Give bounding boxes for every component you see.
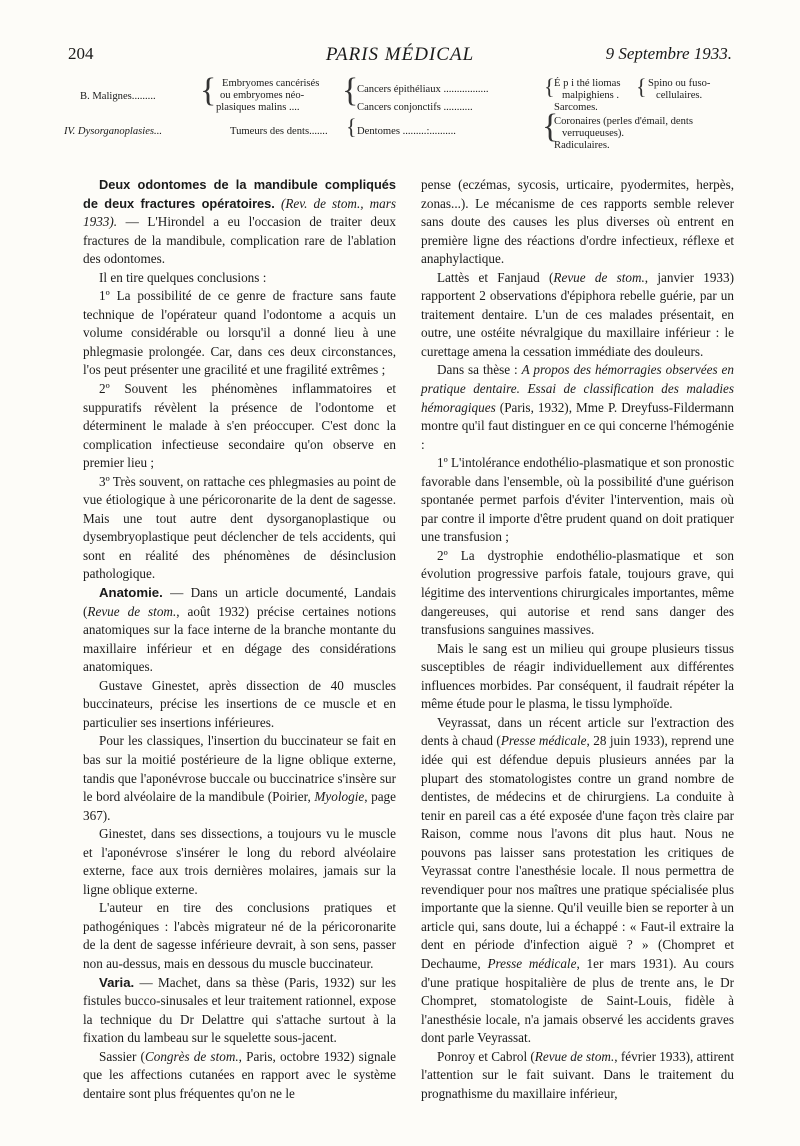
citation: Revue de stom. [534,1048,615,1064]
article-columns [83,176,735,1116]
paragraph [421,714,734,1048]
journal-title: PARIS MÉDICAL [325,44,475,65]
paragraph-text: , janvier 1933) rapportent 2 observations d'épiphora rebelle guérie, par un traitement dentaire. L'un de ces malades présentait, en outre, une ostéite névralgique du maxillaire inférieur : le curettage amena la cessation immédiate des douleurs. [421,269,734,359]
running-header [0,44,800,70]
paragraph: pense (eczémas, sycosis, urticaire, pyodermites, herpès, zonas...). Le mécanisme de ces rapports semble relever sans doute des causes les plus diverses où entrent en première ligne des réactions d'ordre infectieux, réflexe et anaphylactique. [421,177,734,267]
tumeurs-des-dents: Tumeurs des dents....... [230,126,328,137]
citation: Revue de stom. [87,603,177,619]
paragraph-text: — Dans un article documenté, Landais ( [83,585,396,619]
citation: Revue de stom. [553,269,645,285]
article-title: Deux odontomes de la mandibule compliqués de deux fractures opératoires. [83,177,396,211]
citation: A propos des hémorragies observées en pratique dentaire. Essai de classification des maladies hémoragiques [421,362,734,415]
section-heading: Anatomie. [99,585,163,601]
dentomes: Dentomes .........:.......... [357,126,456,137]
citation: Myologie [314,789,365,805]
brace: { [200,72,217,109]
paragraph: Ginestet, dans ses dissections, a toujours vu le muscle et l'aponévrose s'insérer le long du rebord alvéolaire externe, face aux trois dernières molaires, jamais sur la ligne oblique externe. [83,826,396,897]
paragraph: Gustave Ginestet, après dissection de 40 muscles buccinateurs, précise les insertions de ce muscle et en particulier ses insertions inférieures. [83,677,396,730]
paragraph: 1º La possibilité de ce genre de fracture sans faute technique de l'opérateur quand l'odontome a acquis un volume considérable ou lorsqu'il a donné lieu à une phlegmasie prolongée. Car, dans ces deux circonstances, l'os peut présenter une gracilité et une fragilité extrêmes ; [83,288,396,378]
paragraph-text: , page 367). [83,789,396,823]
sarcomes: Sarcomes. [554,102,598,113]
epitheliomas-line2: malpighiens . [562,90,620,101]
coronaires-line2: verruqueuses). [562,128,625,139]
article-reference: (Rev. de stom., mars 1933). [83,195,397,230]
paragraph [421,1048,734,1104]
spino-line1: Spino ou fuso- [648,78,711,89]
paragraph: 3º Très souvent, on rattache ces phlegmasies au point de vue étiologique à une péricoronarite de la dent de sagesse. Mais une tout autre dent dysorganoplastique ou dysembryoplastique peut déclencher de tels accidents, qui sont en réalité des phénomènes de désinclusion pathologique. [83,473,396,582]
citation: Presse médicale [500,733,587,749]
paragraph-text: (Paris, 1932), Mme P. Dreyfuss-Fildermann montre qu'il faut distinguer en ce qui concerne l'hémogénie : [421,399,734,452]
brace: { [544,74,555,99]
paragraph-text: Dans sa thèse : [437,362,522,378]
right-column [421,176,734,1103]
brace: { [636,74,647,99]
page-number: 204 [68,44,94,63]
citation: Presse médicale [487,955,577,971]
paragraph: L'auteur en tire des conclusions pratiques et pathogéniques : l'abcès migrateur né de la péricoronarite de la dent de sagesse inférieure devrait, à son sens, passer non au-dessus, mais en dessous du muscle buccinateur. [83,900,396,971]
epitheliomas-line1: É p i thé liomas [554,78,621,89]
iv-dysorganoplasies-label: IV. Dysorganoplasies... [64,126,162,137]
paragraph-text: , Paris, octobre 1932) signale que les affections cutanées en rapport avec le système dentaire sont plus fréquentes qu'on ne le [83,1048,396,1101]
issue-date: 9 Septembre 1933. [605,44,732,63]
cancers-epitheliaux: Cancers épithéliaux ................. [357,84,489,95]
paragraph-text: Pour les classiques, l'insertion du buccinateur se fait en bas sur la moitié postérieure de la ligne oblique externe, tandis que l'aponévrose buccale ou buccinatrice s'insère sur le bord alvéolaire de la mandibule (Poirier, [83,733,396,805]
paragraph-text: — Machet, dans sa thèse (Paris, 1932) sur les fistules bucco-sinusales et leur traitement rationnel, expose la technique du Dr Delattre qui s'attache surtout à la fixation du lambeau sur le squelette sous-jacent. [83,974,396,1046]
left-column [83,176,396,1103]
b-malignes-label: B. Malignes......... [80,91,156,102]
paragraph: 1º L'intolérance endothélio-plasmatique et son pronostic favorable dans l'ensemble, où la possibilité d'une guérison spontanée permet parfois d'éviter l'intervention, mais où par contre il importe d'être prudent quand on doit pratiquer une transfusion ; [421,455,734,545]
paragraph-text: , 1er mars 1931). Au cours d'une pratique hospitalière de plus de trente ans, le Dr Chompret, stomatologiste de Saint-Louis, fidèle à l'anesthésie locale, n'a jamais observé les accidents graves dont parle Veyrassat. [421,955,734,1046]
section-heading: Varia. [99,974,135,990]
paragraph-text: Ponroy et Cabrol ( [437,1048,535,1064]
paragraph-text: , 28 juin 1933), reprend une idée qui est défendue depuis plusieurs années par la plupart des stomatologistes contre un grand nombre de dentistes, de médecins et de chirurgiens. La conduite à tenir en pareil cas a été exposée d'une façon très claire par Raison, comme nous l'avons dit plus haut. Nous ne pouvons pas laisser sans protestation les critiques de Veyrassat contre l'anesthésie locale. Il nous permettra de revendiquer pour nos maîtres une pratique spécialisée plus importante que la sienne. Qu'il veuille bien se reporter à un article qui, sans doute, lui a échappé : « Faut-il extraire la dent en période d'infection aiguë ? » (Chompret et Dechaume, [421,733,734,971]
paragraph: 2º Souvent les phénomènes inflammatoires et suppuratifs révèlent la présence de l'odontome et déterminent le malade à s'en préoccuper. C'est donc la complication infectieuse secondaire qu'on observe en premier lieu ; [83,381,396,471]
paragraph [83,732,396,825]
brace: { [346,114,357,139]
paragraph: Mais le sang est un milieu qui groupe plusieurs tissus susceptibles de réagir individuellement aux différentes influences morbides. Par conséquent, il faudrait répéter la même étude pour le plasma, le tissu lymphoïde. [421,640,734,712]
paragraph-text: Sassier ( [99,1048,145,1064]
paragraph [83,1048,396,1104]
coronaires-line1: Coronaires (perles d'émail, dents [554,116,693,127]
citation: Congrès de stom. [144,1048,239,1064]
article-odontomes [83,176,396,269]
paragraph-text: , février 1933), attirent l'attention sur le fait suivant. Dans le traitement du prognathisme du maxillaire inférieur, [421,1048,735,1101]
b-sub-2: ou embryomes néo- [220,90,305,101]
b-sub-3: plasiques malins .... [216,102,300,113]
paragraph: 2º La dystrophie endothélio-plasmatique et son évolution progressive parfois fatale, toujours grave, qui légitime des interventions chirurgicales importantes, même dangereuses, qui autorise et rend sans danger des transfusions sanguines massives. [421,547,734,638]
b-sub-1: Embryomes cancérisés [222,78,320,89]
paragraph-text: Veyrassat, dans un récent article sur l'extraction des dents à chaud ( [421,714,734,749]
radiculaires: Radiculaires. [554,140,610,151]
paragraph: Il en tire quelques conclusions : [99,269,267,285]
article-text: — L'Hirondel a eu l'occasion de traiter deux fractures de la mandibule, complication rare de l'ablation des odontomes. [83,214,396,267]
brace: { [542,108,559,145]
cancers-conjonctifs: Cancers conjonctifs ........... [357,102,473,113]
section-anatomie [83,584,396,677]
brace: { [342,72,359,109]
paragraph [421,361,734,454]
paragraph [421,269,734,362]
section-varia [83,974,396,1048]
spino-line2: cellulaires. [656,90,703,101]
paragraph-text: , août 1932) précise certaines notions anatomiques sur la face interne de la branche montante du maxillaire inférieur et en dégage des considérations anatomiques. [83,603,396,675]
paragraph-text: Lattès et Fanjaud ( [437,269,554,285]
